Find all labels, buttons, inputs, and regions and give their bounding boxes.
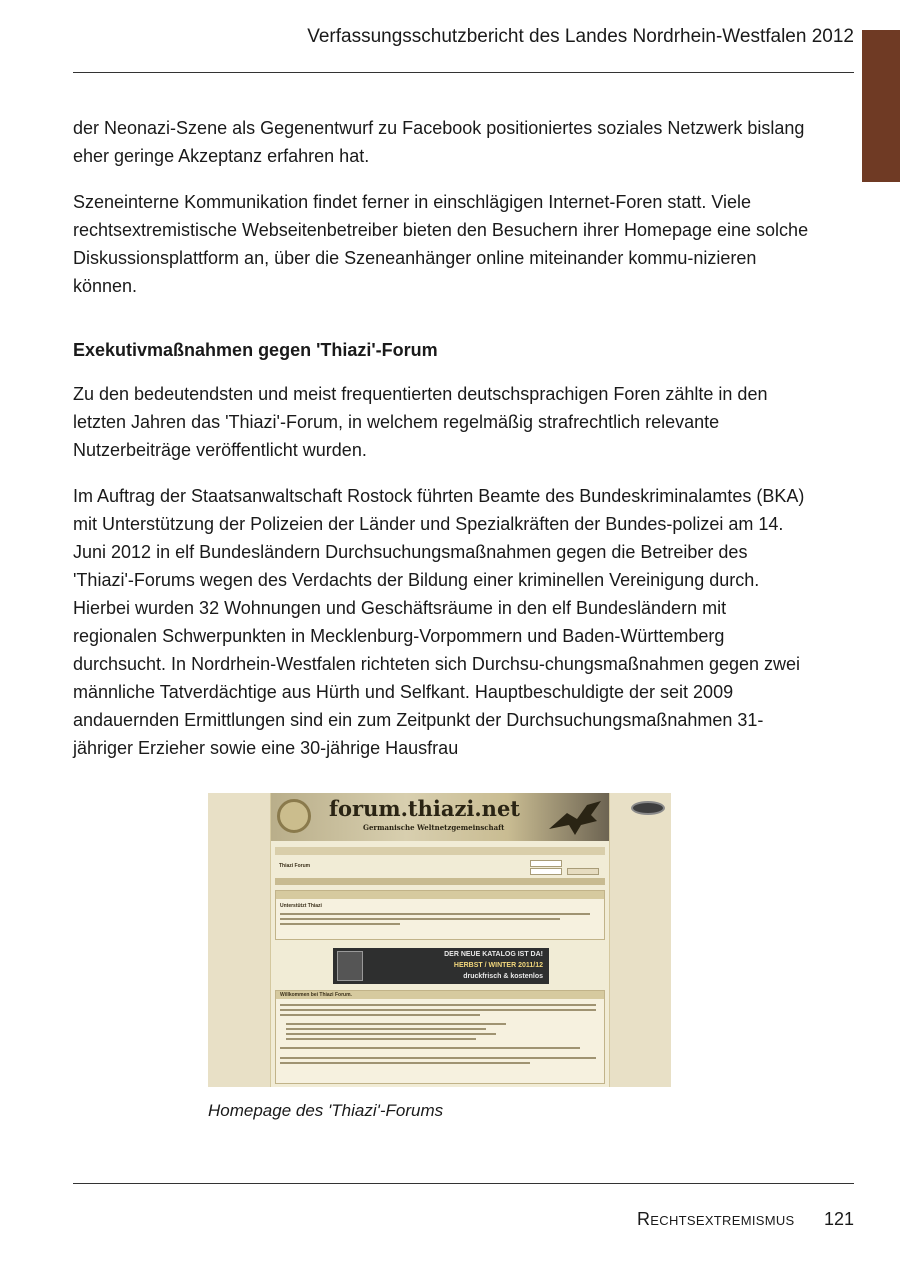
- section-heading: Exekutivmaßnahmen gegen 'Thiazi'-Forum: [73, 340, 438, 360]
- paragraph-2: Szeneinterne Kommunikation findet ferner in einschlägigen Internet-Foren statt. Viele rechtsextremistische Webseitenbetreiber bieten den Besuchern ihrer Homepage eine solche Diskussionsplattform an, über die Szeneanhänger online miteinander kommu-nizieren können.: [73, 192, 809, 296]
- chapter-side-tab: [862, 30, 900, 182]
- text-line: [280, 1014, 480, 1016]
- page-number: 121: [823, 1209, 854, 1229]
- username-field: [530, 860, 562, 867]
- welcome-box-title: Willkommen bei Thiazi Forum.: [280, 992, 352, 998]
- text-line: [280, 1062, 530, 1064]
- support-box: [275, 890, 605, 940]
- ad-line-1: DER NEUE KATALOG IST DA!: [444, 951, 543, 958]
- forum-logo-text: forum.thiazi.net: [329, 796, 520, 821]
- paragraph-3: Zu den bedeutendsten und meist frequentierten deutschsprachigen Foren zählte in den letzten Jahren das 'Thiazi'-Forum, in welchem regelmäßig strafrechtlich relevante Nutzerbeiträge veröffentlicht wurden.: [73, 384, 768, 460]
- text-line: [280, 1057, 596, 1059]
- forum-banner: [271, 793, 609, 841]
- text-line: [280, 1004, 596, 1006]
- figure-caption: Homepage des 'Thiazi'-Forums: [208, 1101, 444, 1120]
- welcome-box: [275, 990, 605, 1084]
- forum-page-mockup: [270, 793, 610, 1087]
- forum-subtitle: Germanische Weltnetzgemeinschaft: [363, 823, 505, 832]
- running-header: Verfassungsschutzbericht des Landes Nordrhein-Westfalen 2012: [307, 26, 854, 47]
- text-line: [280, 918, 560, 920]
- paragraph-1: der Neonazi-Szene als Gegenentwurf zu Facebook positioniertes soziales Netzwerk bislang eher geringe Akzeptanz erfahren hat.: [73, 118, 805, 166]
- eagle-icon: [547, 799, 603, 837]
- forum-login-row: [275, 857, 605, 875]
- text-line: [280, 1009, 596, 1011]
- ad-line-3: druckfrisch & kostenlos: [463, 973, 543, 980]
- text-line: [286, 1033, 496, 1035]
- ad-logo-icon: [337, 951, 363, 981]
- forum-screenshot-figure: [208, 793, 671, 1087]
- text-line: [286, 1038, 476, 1040]
- body-text: [73, 114, 813, 780]
- login-button: [567, 868, 599, 875]
- text-line: [280, 913, 590, 915]
- password-field: [530, 868, 562, 875]
- forum-name: Thiazi Forum: [279, 863, 311, 869]
- support-box-header: [276, 891, 604, 899]
- footer-section-name: Rechtsextremismus: [637, 1209, 795, 1229]
- forum-tab-bar: [275, 878, 605, 885]
- text-line: [286, 1028, 486, 1030]
- catalog-ad-banner: [333, 948, 549, 984]
- logo-emblem-icon: [277, 799, 311, 833]
- footer-rule: [73, 1183, 854, 1184]
- forum-nav-bar: [275, 847, 605, 855]
- ad-line-2: HERBST / WINTER 2011/12: [453, 962, 543, 969]
- text-line: [286, 1023, 506, 1025]
- header-rule: [73, 72, 854, 73]
- badge-icon: [631, 801, 665, 815]
- text-line: [280, 923, 400, 925]
- paragraph-4: Im Auftrag der Staatsanwaltschaft Rostock führten Beamte des Bundeskriminalamtes (BKA) mit Unterstützung der Polizeien der Länder und Spezialkräften der Bundes-polizei am 14. Juni 2012 in elf Bundesländern Durchsuchungsmaßnahmen gegen die Betreiber des 'Thiazi'-Forums wegen des Verdachts der Bildung einer kriminellen Vereinigung durch. Hierbei wurden 32 Wohnungen und Geschäftsräume in den elf Bundesländern mit regionalen Schwerpunkten in Mecklenburg-Vorpommern und Baden-Württemberg durchsucht. In Nordrhein-Westfalen richteten sich Durchsu-chungsmaßnahmen gegen zwei männliche Tatverdächtige aus Hürth und Selfkant. Hauptbeschuldigte der seit 2009 andauernden Ermittlungen sind ein zum Zeitpunkt der Durchsuchungsmaßnahmen 31-jähriger Erzieher sowie eine 30-jährige Hausfrau: [73, 486, 805, 758]
- text-line: [280, 1047, 580, 1049]
- support-box-title: Unterstützt Thiazi: [280, 903, 322, 909]
